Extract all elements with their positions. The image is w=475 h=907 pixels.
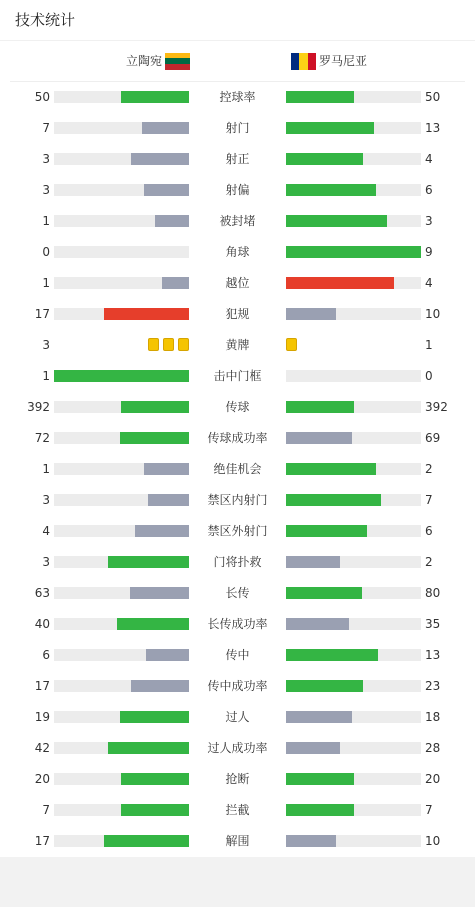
home-value: 50 [34,90,50,104]
away-bar-track [286,153,421,165]
home-bar-track [54,122,189,134]
home-bar [104,835,189,847]
stat-label: 传球 [225,400,250,414]
away-bar [286,401,354,413]
home-bar [144,184,189,196]
stat-label: 传中成功率 [207,679,268,693]
away-bar-track [286,525,421,537]
away-value: 0 [425,369,433,383]
home-bar-track [54,184,189,196]
stat-row [0,144,475,175]
away-value: 9 [425,245,433,259]
away-bar-track [286,122,421,134]
home-bar [121,91,189,103]
home-value: 17 [34,307,50,321]
home-bar [117,618,189,630]
stat-label: 犯规 [225,307,250,321]
away-bar [286,153,363,165]
stat-row [0,423,475,454]
away-bar-track [286,587,421,599]
home-bar [121,773,189,785]
away-bar [286,277,394,289]
home-team-name: 立陶宛 [125,54,162,68]
stat-row [0,299,475,330]
away-value: 2 [425,555,433,569]
stat-label: 射门 [225,121,250,135]
stat-row [0,237,475,268]
away-value: 80 [425,586,441,600]
away-value: 28 [425,741,441,755]
yellow-card-icon [148,338,159,351]
home-bar [131,680,189,692]
stat-label: 传球成功率 [207,431,268,445]
home-value: 1 [42,214,50,228]
home-value: 3 [42,183,50,197]
home-value: 6 [42,648,50,662]
home-bar-track [54,711,189,723]
home-bar-track [54,401,189,413]
away-bar-track [286,649,421,661]
away-value: 4 [425,276,433,290]
away-bar [286,835,336,847]
stat-row [0,361,475,392]
away-bar [286,556,340,568]
home-bar [54,370,189,382]
away-value: 10 [425,834,441,848]
away-bar-track [286,835,421,847]
stat-label: 射偏 [225,183,250,197]
stat-label: 越位 [225,276,250,290]
home-value: 7 [42,121,50,135]
home-yellow-cards [148,338,189,351]
away-value: 18 [425,710,441,724]
away-value: 7 [425,803,433,817]
home-bar-track [54,432,189,444]
stat-row [0,547,475,578]
away-bar-track [286,804,421,816]
stat-label: 控球率 [219,90,256,104]
stat-label: 抢断 [225,772,250,786]
away-value: 10 [425,307,441,321]
stat-row [0,609,475,640]
home-bar [130,587,189,599]
lithuania-flag-icon [165,53,190,70]
stat-row [0,206,475,237]
away-value: 13 [425,648,441,662]
home-bar [155,215,189,227]
away-bar [286,308,336,320]
away-bar [286,494,381,506]
home-bar-track [54,215,189,227]
home-bar-track [54,246,189,258]
stat-label: 被封堵 [219,214,256,228]
stat-row [0,826,475,857]
stat-label: 射正 [225,152,250,166]
home-value: 20 [34,772,50,786]
flag-stripe [291,53,299,70]
home-bar-track [54,494,189,506]
stat-label: 绝佳机会 [213,462,262,476]
home-bar [131,153,189,165]
home-bar [146,649,189,661]
stat-row [0,82,475,113]
home-value: 392 [27,400,50,414]
home-bar-track [54,680,189,692]
away-bar-track [286,370,421,382]
home-value: 19 [34,710,50,724]
away-bar-track [286,680,421,692]
away-bar-track [286,463,421,475]
yellow-card-icon [286,338,297,351]
home-bar [104,308,189,320]
away-bar [286,215,387,227]
home-value: 1 [42,276,50,290]
home-value: 4 [42,524,50,538]
away-bar-track [286,618,421,630]
away-value: 7 [425,493,433,507]
stat-row [0,795,475,826]
stat-label: 击中门框 [213,369,262,383]
stat-label: 传中 [225,648,250,662]
away-bar-track [286,401,421,413]
away-value: 1 [425,338,433,352]
stat-label: 门将扑救 [213,555,262,569]
yellow-card-icon [178,338,189,351]
away-yellow-cards [286,338,297,351]
stat-label: 拦截 [225,803,250,817]
home-bar [162,277,189,289]
away-value: 2 [425,462,433,476]
stat-label: 禁区外射门 [207,524,268,538]
away-bar [286,680,363,692]
home-bar-track [54,370,189,382]
away-value: 4 [425,152,433,166]
page-title: 技术统计 [15,11,76,29]
stat-label: 角球 [225,245,250,259]
home-bar-track [54,277,189,289]
home-bar-track [54,618,189,630]
home-value: 1 [42,369,50,383]
home-value: 40 [34,617,50,631]
home-team [100,52,190,70]
stat-label: 禁区内射门 [207,493,268,507]
away-bar [286,618,349,630]
stat-row [0,392,475,423]
away-value: 6 [425,524,433,538]
away-value: 69 [425,431,441,445]
away-bar [286,711,352,723]
away-value: 392 [425,400,448,414]
home-value: 0 [42,245,50,259]
away-value: 6 [425,183,433,197]
home-bar [121,401,189,413]
away-bar-track [286,432,421,444]
stat-row [0,640,475,671]
stat-row [0,268,475,299]
away-bar-track [286,308,421,320]
stat-row [0,671,475,702]
home-value: 3 [42,555,50,569]
flag-stripe [165,64,190,70]
home-bar-track [54,835,189,847]
home-bar-track [54,556,189,568]
away-bar-track [286,215,421,227]
away-value: 35 [425,617,441,631]
away-bar [286,525,367,537]
away-team [291,52,367,70]
home-bar-track [54,587,189,599]
away-bar [286,773,354,785]
away-bar [286,91,354,103]
stat-row [0,733,475,764]
home-bar [108,742,189,754]
home-bar [144,463,189,475]
away-bar [286,587,362,599]
home-bar [142,122,189,134]
home-bar-track [54,308,189,320]
flag-stripe [308,53,316,70]
stat-row [0,330,475,361]
home-bar-track [54,525,189,537]
home-value: 72 [34,431,50,445]
away-team-name: 罗马尼亚 [319,54,368,68]
away-value: 3 [425,214,433,228]
home-value: 7 [42,803,50,817]
home-bar [121,804,189,816]
home-value: 1 [42,462,50,476]
home-value: 3 [42,152,50,166]
away-bar-track [286,773,421,785]
home-bar [120,432,189,444]
stat-label: 黄牌 [225,338,250,352]
away-bar-track [286,494,421,506]
home-value: 42 [34,741,50,755]
stat-row [0,702,475,733]
away-bar-track [286,184,421,196]
home-bar-track [54,91,189,103]
stat-row [0,175,475,206]
home-bar-track [54,742,189,754]
title-divider [0,40,475,41]
away-value: 50 [425,90,441,104]
away-bar-track [286,246,421,258]
stat-row [0,516,475,547]
away-bar-track [286,742,421,754]
away-bar [286,184,376,196]
home-bar [135,525,189,537]
romania-flag-icon [291,53,316,70]
away-value: 13 [425,121,441,135]
stat-label: 长传成功率 [207,617,268,631]
home-bar-track [54,773,189,785]
home-bar [148,494,189,506]
stat-row [0,113,475,144]
stat-row [0,454,475,485]
away-bar [286,804,354,816]
stat-row [0,578,475,609]
yellow-card-icon [163,338,174,351]
away-value: 23 [425,679,441,693]
home-bar-track [54,804,189,816]
home-bar [108,556,189,568]
away-value: 20 [425,772,441,786]
stat-label: 长传 [225,586,250,600]
stat-row [0,485,475,516]
home-value: 3 [42,493,50,507]
away-bar-track [286,711,421,723]
away-bar-track [286,556,421,568]
home-bar-track [54,153,189,165]
home-value: 17 [34,834,50,848]
away-bar-track [286,91,421,103]
away-bar-track [286,277,421,289]
stat-label: 过人 [225,710,250,724]
home-value: 63 [34,586,50,600]
away-bar [286,742,340,754]
home-value: 17 [34,679,50,693]
home-bar-track [54,463,189,475]
home-bar-track [54,649,189,661]
away-bar [286,432,352,444]
stat-label: 过人成功率 [207,741,268,755]
stat-label: 解围 [225,834,250,848]
flag-stripe [299,53,307,70]
away-bar [286,246,421,258]
away-bar [286,463,376,475]
away-bar [286,649,378,661]
away-bar [286,122,374,134]
home-value: 3 [42,338,50,352]
stat-row [0,764,475,795]
home-bar [120,711,189,723]
